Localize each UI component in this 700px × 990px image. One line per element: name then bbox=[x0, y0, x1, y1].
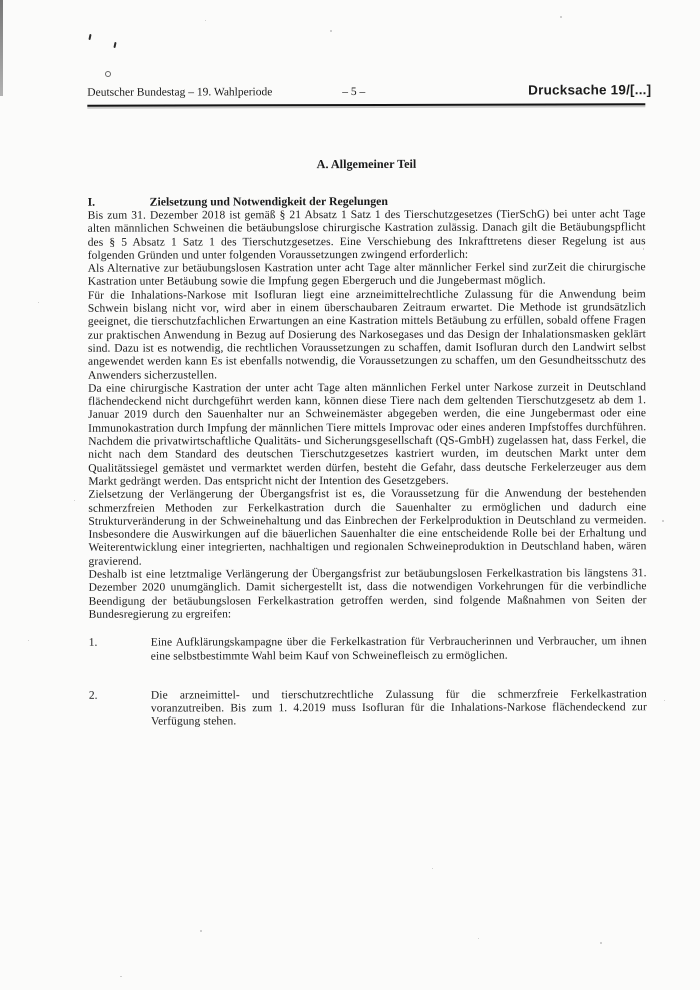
document-content bbox=[87, 0, 652, 729]
list-item-text: Die arzneimittel- und tierschutzrechtliche Zulassung für die schmerzfreie Ferkelkastration voranzutreiben. Bis zum 1. 4.2019 muss Isofluran für die Inhalations-Narkose flächendeckend zur Verfügung stehen. bbox=[150, 688, 647, 728]
scan-speck bbox=[432, 868, 433, 869]
scan-speck bbox=[478, 938, 479, 939]
header-rule bbox=[87, 103, 645, 106]
drucksache-number: Drucksache 19/[...] bbox=[528, 82, 652, 98]
page-header bbox=[87, 82, 652, 101]
paragraph: Zielsetzung der Verlängerung der Übergangsfrist ist es, die Voraussetzung für die Anwendung der bestehenden schmerzfreien Methoden zur Ferkelkastration durch die Sauenhalter zu ermöglichen und dadurch eine Strukturveränderung in der Schweinehaltung und das Einbrechen der Ferkelproduktion in Deutschland zu vermeiden. Insbesondere die Auswirkungen auf die bäuerlichen Sauenhalter die eine entscheidende Rolle bei der Erhaltung und Weiterentwicklung einer integrierten, nachhaltigen und regionalen Schweineproduktion in Deutschland haben, wären gravierend. bbox=[88, 487, 647, 568]
document-title: A. Allgemeiner Teil bbox=[316, 156, 417, 172]
section-heading: Zielsetzung und Notwendigkeit der Regelungen bbox=[149, 193, 388, 209]
list-item-number: 1. bbox=[88, 636, 98, 649]
paragraph: Für die Inhalations-Narkose mit Isofluran liegt eine arzneimittelrechtliche Zulassung für die Anwendung beim Schwein bislang nicht vor, wird aber in einem überschaubaren Zeitraum erwartet. Die Methode ist grundsätzlich geeignet, die tierschutzfachlichen Erwartungen an eine Kastration mittels Betäubung zu erfüllen, sobald offene Fragen zur praktischen Anwendung in Bezug auf Dosierung des Narkosegases und das Design der Inhalationsmasken geklärt sind. Dazu ist es notwendig, die rechtlichen Voraussetzungen zu schaffen, damit Isofluran durch den Landwirt selbst angewendet werden kann Es ist ebenfalls notwendig, die Voraussetzungen zu schaffen, um den Gesundheitsschutz des Anwenders sicherzustellen. bbox=[87, 288, 647, 382]
scan-speck bbox=[200, 930, 202, 932]
paragraph: Bis zum 31. Dezember 2018 ist gemäß § 21 Absatz 1 Satz 1 des Tierschutzgesetzes (TierSchG) bei unter acht Tage alten männlichen Schweinen die betäubungslose chirurgische Kastration zulässig. Danach gilt die Betäubungspflicht des § 5 Absatz 1 Satz 1 des Tierschutzgesetzes. Eine Verschiebung des Inkrafttretens dieser Regelung ist aus folgenden Gründen und unter folgenden Voraussetzungen zwingend erforderlich: bbox=[87, 208, 646, 262]
scan-speck bbox=[74, 500, 75, 501]
scan-speck bbox=[600, 942, 602, 944]
paragraph: Deshalb ist eine letztmalige Verlängerung der Übergangsfrist zur betäubungslosen Ferkelkastration bis längstens 31. Dezember 2020 unumgänglich. Damit sichergestellt ist, dass die notwendigen Vorkehrungen für die verbindliche Beendigung der betäubungslosen Ferkelkastration getroffen werden, sind folgende Maßnahmen von Seiten der Bundesregierung zu ergreifen: bbox=[88, 567, 647, 621]
paragraph: Als Alternative zur betäubungslosen Kastration unter acht Tage alter männlicher Ferkel sind zurZeit die chirurgische Kastration unter Betäubung sowie die Impfung gegen Ebergeruch und die Jungebermast möglich. bbox=[87, 261, 646, 289]
section-number: I. bbox=[87, 194, 96, 209]
scan-edge-artifact bbox=[0, 0, 3, 96]
section-heading-row bbox=[88, 193, 646, 209]
scan-speck bbox=[662, 520, 664, 522]
page-number: – 5 – bbox=[342, 86, 366, 99]
scan-speck bbox=[38, 302, 39, 303]
list-item-text: Eine Aufklärungskampagne über die Ferkelkastration für Verbraucherinnen und Verbraucher, um ihnen eine selbstbestimmte Wahl beim Kauf von Schweinefleisch zu ermöglichen. bbox=[150, 635, 647, 663]
paragraph: Da eine chirurgische Kastration der unter acht Tage alten männlichen Ferkel unter Narkose zurzeit in Deutschland flächendeckend nicht durchgeführt werden kann, können diese Tiere nach dem geltenden Tierschutzgesetz ab dem 1. Januar 2019 durch den Sauenhalter nur an Schweinemäster abgegeben werden, die eine Jungebermast oder eine Immunokastration durch Impfung der männlichen Tiere mittels Improvac oder eines anderen Impfstoffes durchführen. Nachdem die privatwirtschaftliche Qualitäts- und Sicherungsgesellschaft (QS-GmbH) zugelassen hat, dass Ferkel, die nicht nach dem Standard des deutschen Tierschutzgesetzes kastriert wurden, im deutschen Markt unter dem Qualitätssiegel gemästet und vermarktet werden dürfen, besteht die Gefahr, dass deutsche Ferkelerzeuger aus dem Markt gedrängt werden. Das entspricht nicht der Intention des Gesetzgebers. bbox=[88, 381, 647, 488]
list-item-number: 2. bbox=[88, 689, 98, 702]
list-item bbox=[89, 635, 647, 663]
scan-speck bbox=[120, 976, 122, 977]
scan-speck bbox=[28, 640, 29, 641]
header-issuer: Deutscher Bundestag – 19. Wahlperiode bbox=[87, 86, 273, 99]
list-item bbox=[89, 688, 647, 729]
scan-speck bbox=[664, 700, 665, 701]
